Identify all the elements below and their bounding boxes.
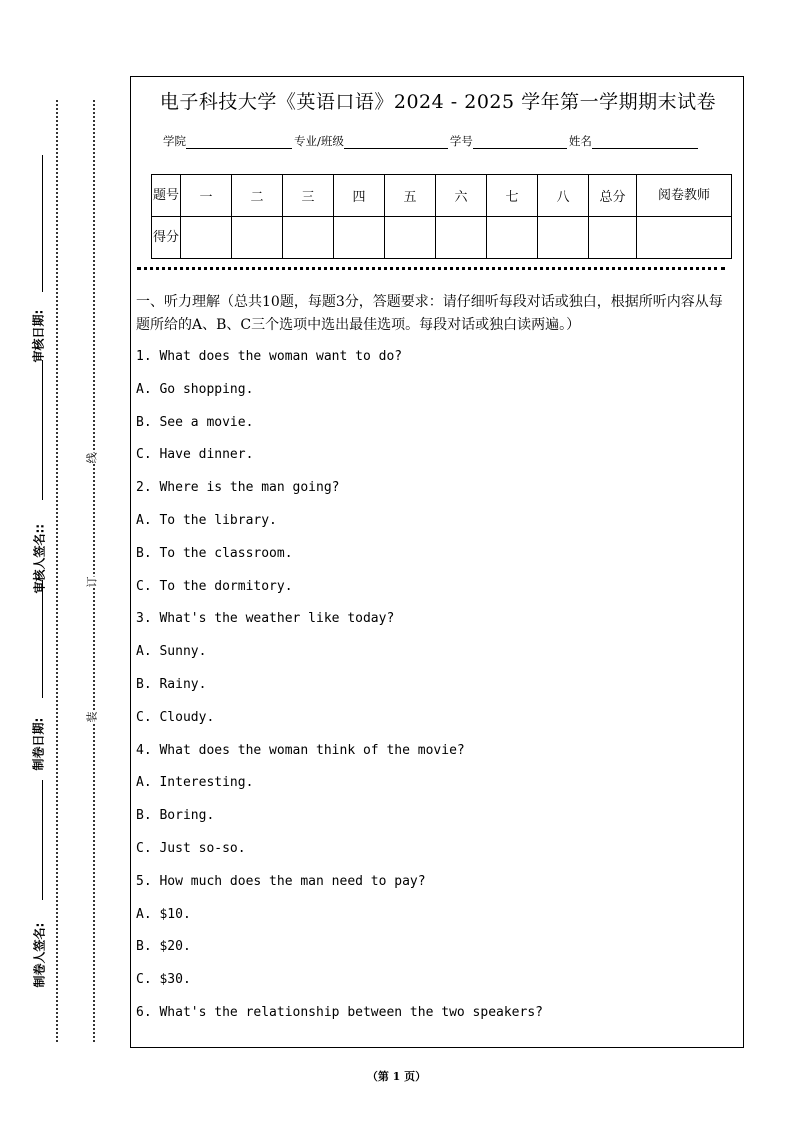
score-cell-total[interactable] bbox=[589, 217, 637, 259]
college-label: 学院 bbox=[163, 134, 186, 148]
student-id-field[interactable] bbox=[473, 136, 567, 149]
option-line: A. $10. bbox=[136, 906, 191, 922]
question-line: 4. What does the woman think of the movie? bbox=[136, 742, 465, 758]
score-table-score-row bbox=[152, 217, 732, 259]
dotted-separator bbox=[137, 267, 725, 270]
question-list bbox=[136, 347, 736, 1036]
col-1: 一 bbox=[181, 175, 232, 217]
exam-frame bbox=[130, 76, 744, 1048]
option-line: A. Sunny. bbox=[136, 644, 207, 660]
question-line: 3. What's the weather like today? bbox=[136, 611, 395, 627]
bind-char-ding: 订 bbox=[82, 577, 102, 588]
name-field[interactable] bbox=[592, 136, 698, 149]
review-date-line bbox=[42, 155, 44, 292]
option-line: B. Rainy. bbox=[136, 676, 207, 692]
section1-instruction: 一、听力理解（总共10题，每题3分，答题要求：请仔细听每段对话或独白，根据所听内容从每题所给的A、B、C三个选项中选出最佳选项。每段对话或独白读两遍。） bbox=[136, 294, 723, 333]
option-line: A. Interesting. bbox=[136, 775, 254, 791]
make-date-line bbox=[42, 580, 44, 698]
review-date-label: 审核日期: bbox=[31, 309, 46, 363]
question-line: 2. Where is the man going? bbox=[136, 480, 340, 496]
score-cell-3[interactable] bbox=[283, 217, 334, 259]
option-line: B. $20. bbox=[136, 939, 191, 955]
question-line: 5. How much does the man need to pay? bbox=[136, 873, 426, 889]
score-cell-1[interactable] bbox=[181, 217, 232, 259]
col-8: 八 bbox=[538, 175, 589, 217]
major-field[interactable] bbox=[344, 136, 448, 149]
college-field[interactable] bbox=[186, 136, 292, 149]
binding-dotted-line-inner bbox=[93, 100, 95, 1042]
name-label: 姓名 bbox=[568, 134, 592, 148]
col-7: 七 bbox=[487, 175, 538, 217]
signer-label: 制卷人签名: bbox=[32, 922, 47, 988]
question-line: 1. What does the woman want to do? bbox=[136, 349, 403, 364]
score-table bbox=[151, 174, 732, 259]
option-line: C. To the dormitory. bbox=[136, 578, 293, 594]
col-5: 五 bbox=[385, 175, 436, 217]
option-line: B. To the classroom. bbox=[136, 545, 293, 561]
score-label: 得分 bbox=[152, 217, 181, 259]
option-line: B. Boring. bbox=[136, 808, 215, 824]
reviewer-line bbox=[42, 360, 44, 500]
score-cell-6[interactable] bbox=[436, 217, 487, 259]
score-cell-8[interactable] bbox=[538, 217, 589, 259]
make-date-label: 制卷日期: bbox=[31, 717, 46, 771]
reviewer-label: 审核人签名:: bbox=[32, 523, 47, 594]
col-total: 总分 bbox=[589, 175, 637, 217]
question-number-label: 题号 bbox=[152, 175, 181, 217]
col-2: 二 bbox=[232, 175, 283, 217]
col-teacher: 阅卷教师 bbox=[637, 175, 732, 217]
score-cell-5[interactable] bbox=[385, 217, 436, 259]
option-line: A. To the library. bbox=[136, 512, 277, 528]
score-table-header-row bbox=[152, 175, 732, 217]
option-line: B. See a movie. bbox=[136, 414, 254, 430]
score-cell-4[interactable] bbox=[334, 217, 385, 259]
signer-line bbox=[42, 780, 44, 900]
option-line: C. $30. bbox=[136, 972, 191, 988]
binding-dotted-line-outer bbox=[56, 100, 58, 1042]
col-4: 四 bbox=[334, 175, 385, 217]
exam-title: 电子科技大学《英语口语》2024 - 2025 学年第一学期期末试卷 bbox=[159, 91, 717, 113]
bind-char-xian: 线 bbox=[82, 453, 102, 464]
col-3: 三 bbox=[283, 175, 334, 217]
bind-char-zhuang: 装 bbox=[82, 712, 102, 723]
page-number: （第 1 页） bbox=[366, 1070, 427, 1083]
student-info-row bbox=[163, 133, 700, 149]
option-line: A. Go shopping. bbox=[136, 381, 254, 397]
col-6: 六 bbox=[436, 175, 487, 217]
major-label: 专业/班级 bbox=[294, 134, 344, 148]
option-line: C. Just so-so. bbox=[136, 840, 246, 856]
question-line: 6. What's the relationship between the two speakers? bbox=[136, 1004, 543, 1020]
score-cell-teacher[interactable] bbox=[637, 217, 732, 259]
student-id-label: 学号 bbox=[449, 134, 473, 148]
score-cell-2[interactable] bbox=[232, 217, 283, 259]
score-cell-7[interactable] bbox=[487, 217, 538, 259]
option-line: C. Have dinner. bbox=[136, 447, 254, 463]
option-line: C. Cloudy. bbox=[136, 709, 215, 725]
